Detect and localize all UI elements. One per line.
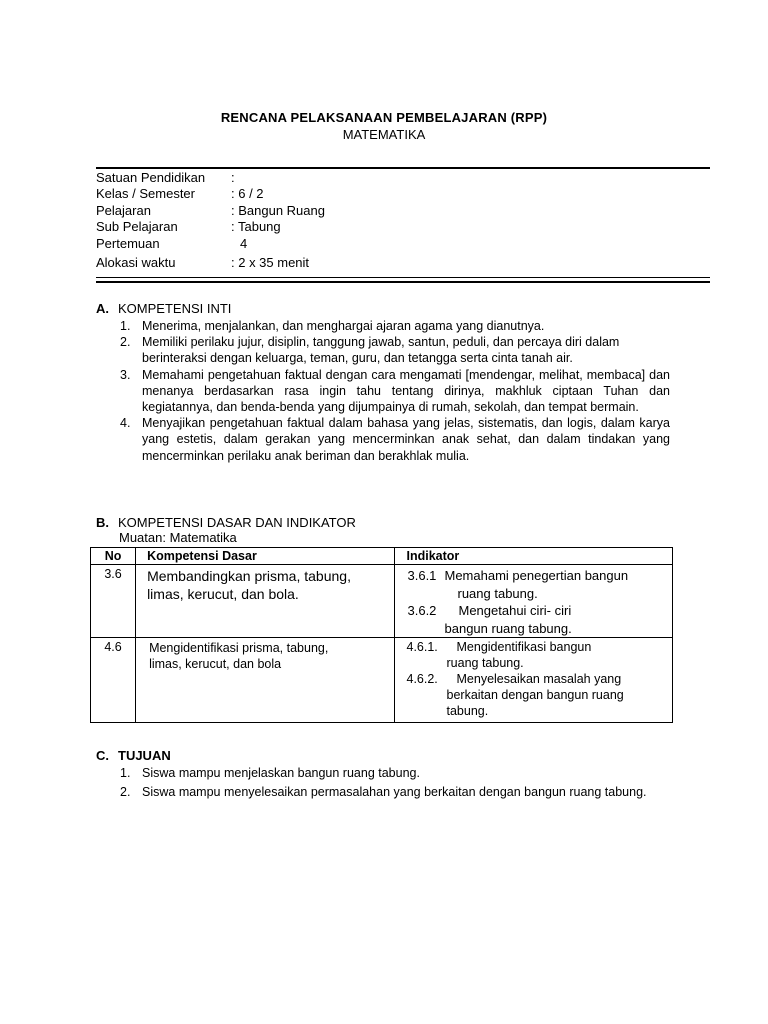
indikator-number: 3.6.1	[407, 568, 437, 583]
tujuan-list	[96, 764, 670, 802]
section-letter: A.	[96, 301, 109, 316]
row-kompetensi-dasar: Membandingkan prisma, tabung, limas, kerucut, dan bola.	[136, 565, 394, 638]
list-item	[96, 318, 670, 334]
info-label: Alokasi waktu	[96, 255, 176, 270]
item-text: Menerima, menjalankan, dan menghargai ajaran agama yang dianutnya.	[142, 319, 545, 333]
kompetensi-inti-list	[96, 318, 670, 464]
item-number: 2.	[120, 335, 131, 350]
info-label: Pelajaran	[96, 203, 151, 218]
section-letter: B.	[96, 515, 109, 530]
muatan-label: Muatan: Matematika	[119, 530, 237, 545]
row-no: 4.6	[91, 638, 136, 723]
info-value: : 6 / 2	[231, 186, 264, 201]
item-number: 3.	[120, 367, 131, 382]
info-label: Kelas / Semester	[96, 186, 195, 201]
item-text: Menyajikan pengetahuan faktual dalam bahasa yang jelas, sistematis, dan logis, dalam karya yang estetis, dalam gerakan yang mencerminkan anak sehat, dan dalam tindakan yang mencerminkan perilaku anak beriman dan berakhlak mulia.	[142, 416, 670, 463]
indikator-number: 4.6.1.	[406, 640, 438, 654]
list-item	[96, 367, 670, 416]
list-item	[96, 415, 670, 464]
document-title: RENCANA PELAKSANAAN PEMBELAJARAN (RPP)	[220, 110, 548, 125]
section-a-heading	[96, 301, 231, 316]
item-text: Siswa mampu menjelaskan bangun ruang tabung.	[142, 766, 420, 780]
table-header-row	[91, 548, 673, 565]
row-indikator	[394, 638, 673, 723]
indikator-item	[395, 567, 673, 602]
section-c-heading	[96, 748, 171, 763]
indikator-text: Mengidentifikasi bangun ruang tabung.	[446, 640, 592, 670]
header-kompetensi-dasar: Kompetensi Dasar	[136, 548, 394, 565]
info-value: : 2 x 35 menit	[231, 255, 310, 270]
info-value: 4	[240, 236, 248, 251]
list-item	[96, 783, 670, 802]
document-subtitle: MATEMATIKA	[342, 127, 426, 142]
section-b-heading	[96, 515, 356, 530]
bottom-divider-thick	[96, 281, 710, 283]
info-value: :	[231, 170, 235, 185]
indikator-item	[395, 602, 673, 637]
item-number: 1.	[120, 319, 131, 333]
indikator-text: Memahami penegertian bangun ruang tabung.	[444, 568, 629, 601]
section-title: KOMPETENSI INTI	[118, 301, 232, 316]
row-no: 3.6	[91, 565, 136, 638]
header-no: No	[91, 548, 136, 565]
indikator-number: 4.6.2.	[406, 672, 438, 686]
bottom-divider-thin	[96, 277, 710, 278]
row-kompetensi-dasar: Mengidentifikasi prisma, tabung, limas, kerucut, dan bola	[136, 638, 394, 723]
info-label: Pertemuan	[96, 236, 160, 251]
info-label: Satuan Pendidikan	[96, 170, 206, 185]
item-number: 2.	[120, 785, 131, 799]
info-value: : Tabung	[231, 219, 281, 234]
section-title: TUJUAN	[118, 748, 171, 763]
indikator-number: 3.6.2	[407, 603, 437, 618]
indikator-item	[395, 671, 673, 719]
header-indikator: Indikator	[394, 548, 673, 565]
item-text: Memahami pengetahuan faktual dengan cara mengamati [mendengar, melihat, membaca] dan menanya berdasarkan rasa ingin tahu tentang dirinya, makhluk ciptaan Tuhan dan kegiatannya, dan benda-benda yang dijumpainya di rumah, sekolah, dan tempat bermain.	[142, 367, 670, 415]
list-item	[96, 334, 670, 366]
indikator-item	[395, 639, 673, 671]
item-text: Memiliki perilaku jujur, disiplin, tanggung jawab, santun, peduli, dan percaya diri dalam berinteraksi dengan keluarga, teman, guru, dan tetangga serta cinta tanah air.	[142, 335, 620, 366]
table-row	[91, 638, 673, 723]
info-value: : Bangun Ruang	[231, 203, 325, 218]
section-title: KOMPETENSI DASAR DAN INDIKATOR	[118, 515, 356, 530]
item-text: Siswa mampu menyelesaikan permasalahan yang berkaitan dengan bangun ruang tabung.	[142, 785, 647, 799]
list-item	[96, 764, 670, 783]
section-letter: C.	[96, 748, 109, 763]
top-divider	[96, 167, 710, 169]
info-label: Sub Pelajaran	[96, 219, 178, 234]
item-number: 1.	[120, 766, 131, 780]
item-number: 4.	[120, 416, 131, 431]
indikator-text: Mengetahui ciri- ciri bangun ruang tabung.	[444, 603, 572, 636]
indikator-text: Menyelesaikan masalah yang berkaitan dengan bangun ruang tabung.	[446, 672, 624, 718]
table-row	[91, 565, 673, 638]
kompetensi-table	[90, 547, 673, 723]
row-indikator	[394, 565, 673, 638]
